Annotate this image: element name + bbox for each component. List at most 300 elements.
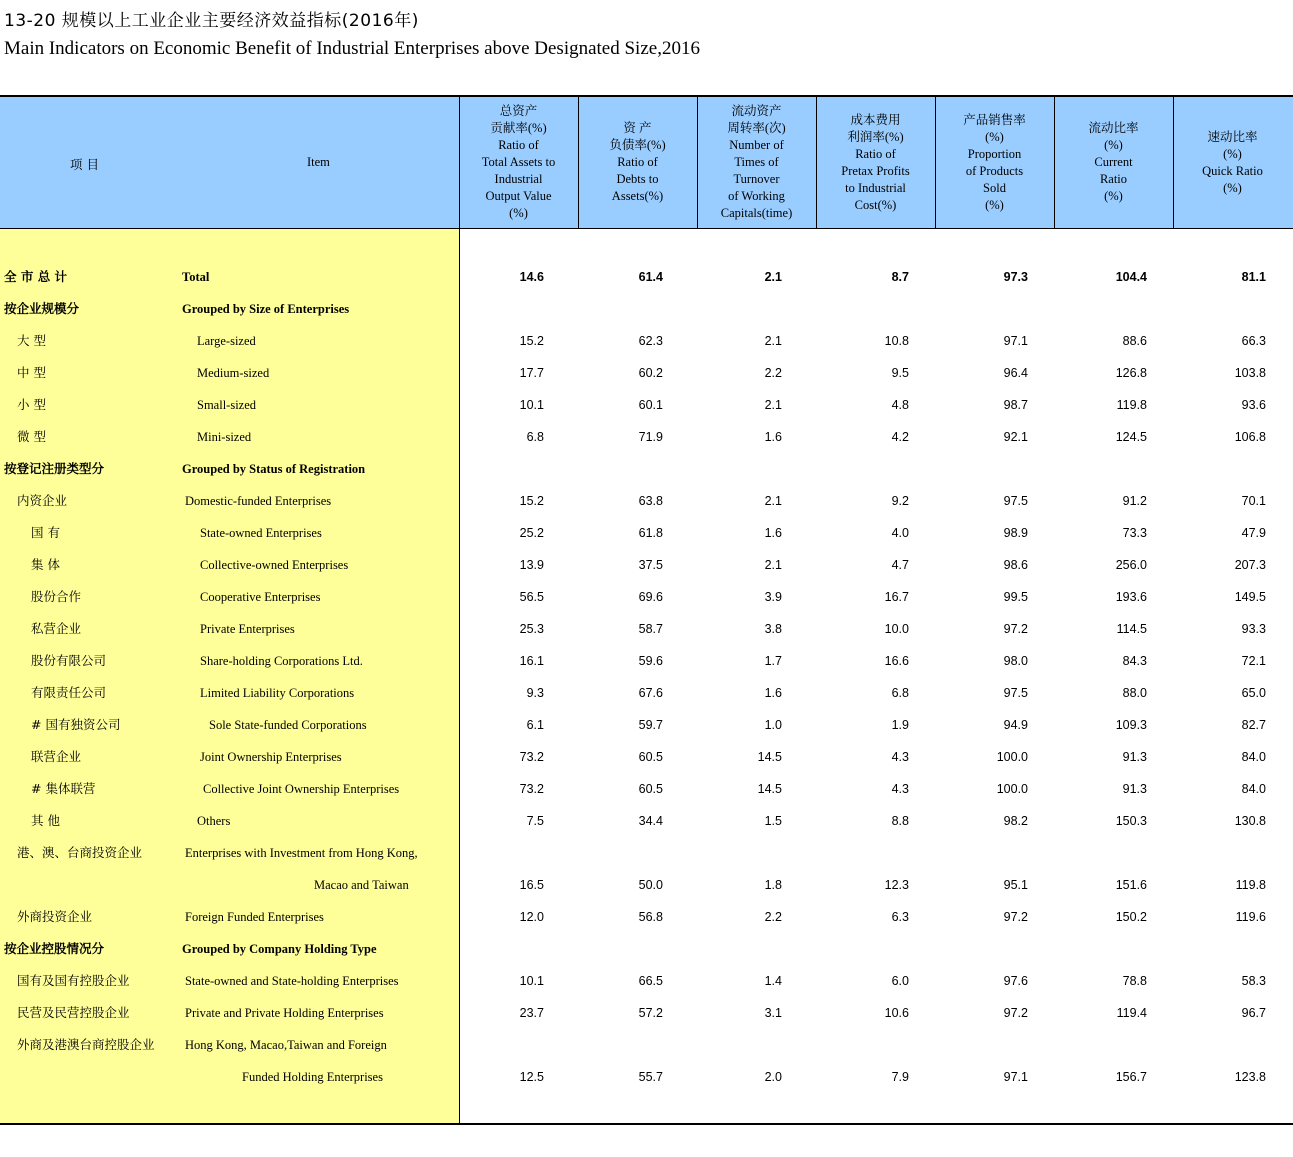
column-header-line: (%) [1223,180,1242,195]
value-cell: 6.3 [891,910,909,924]
value-cell: 12.3 [884,878,909,892]
table-row [0,1061,1293,1093]
column-header-line: 利润率(%) [847,129,904,144]
value-cell: 37.5 [638,558,663,572]
value-cell: 4.7 [891,558,909,572]
value-cell [819,1029,909,1061]
value-cell [692,933,782,965]
header-item-cn: 项 目 [70,157,99,172]
row-label-cn: 民营及民营控股企业 [17,1005,130,1020]
row-label-en: Mini-sized [197,430,252,444]
row-label-en: Large-sized [197,334,256,348]
value-cell: 71.9 [638,430,663,444]
value-cell: 156.7 [1115,1070,1147,1084]
table-row [0,645,1293,677]
value-cell: 2.1 [764,494,782,508]
value-cell [1057,453,1147,485]
value-cell: 114.5 [1116,622,1147,636]
value-cell [573,837,663,869]
row-label-en: Limited Liability Corporations [200,686,355,700]
value-cell: 94.9 [1003,718,1028,732]
value-cell: 95.1 [1003,878,1028,892]
value-cell: 98.6 [1003,558,1028,572]
row-label-cn: 国 有 [31,525,60,540]
column-header [935,97,1054,228]
row-label-en: Enterprises with Investment from Hong Kong, [185,846,418,860]
value-cell [573,453,663,485]
column-header-line: Debts to [616,172,659,186]
column-header-line: 贡献率(%) [490,121,547,135]
row-label-en: Medium-sized [197,366,270,380]
column-header-line: 周转率(次) [727,121,786,135]
column-header-line: (%) [1104,189,1123,203]
table-row [0,901,1293,933]
column-header-line: to Industrial [845,180,906,195]
value-cell: 81.1 [1241,270,1266,284]
value-cell: 73.2 [519,750,544,764]
value-cell: 97.5 [1003,494,1028,508]
value-cell: 100.0 [996,750,1028,764]
column-header [578,97,697,228]
column-header-line: Pretax Profits [841,163,910,178]
value-cell: 15.2 [519,494,544,508]
row-label-cn: 股份合作 [31,589,82,604]
value-cell: 97.2 [1003,622,1028,636]
table-row [0,325,1293,357]
value-cell: 8.8 [891,814,909,828]
value-cell: 61.4 [638,270,663,284]
value-cell: 96.4 [1003,366,1028,380]
value-cell: 63.8 [638,494,663,508]
value-cell: 60.5 [638,750,663,764]
value-cell: 1.5 [764,814,782,828]
column-header-line: Sold [983,180,1006,195]
value-cell: 84.0 [1241,782,1266,796]
value-cell [454,293,544,325]
value-cell: 256.0 [1115,558,1147,572]
value-cell: 93.3 [1241,622,1266,636]
value-cell [819,453,909,485]
row-label-cn: 内资企业 [17,493,68,508]
column-header-line: Total Assets to [481,155,556,169]
column-header-line: 总资产 [499,104,538,118]
row-label-cn: 港、澳、台商投资企业 [17,845,143,860]
value-cell: 91.2 [1122,494,1147,508]
value-cell: 1.8 [764,878,782,892]
value-cell [573,293,663,325]
value-cell: 60.2 [638,366,663,380]
value-cell: 7.5 [526,814,544,828]
value-cell [819,837,909,869]
value-cell: 6.1 [526,718,544,732]
value-cell: 150.3 [1115,814,1147,828]
row-label-cn: 中 型 [17,365,46,380]
column-header [459,97,578,228]
value-cell [454,1029,544,1061]
value-cell: 3.8 [764,622,782,636]
value-cell: 3.9 [764,590,782,604]
value-cell: 4.8 [891,398,909,412]
value-cell: 62.3 [638,334,663,348]
value-cell: 100.0 [996,782,1028,796]
row-label-en: Others [197,814,231,828]
value-cell [938,293,1028,325]
value-cell: 66.3 [1241,334,1266,348]
value-cell: 104.4 [1115,270,1147,284]
value-cell: 1.0 [764,718,782,732]
row-label-cn: 国有及国有控股企业 [17,973,130,988]
row-label-en: Cooperative Enterprises [200,590,321,604]
value-cell: 130.8 [1234,814,1266,828]
value-cell [692,837,782,869]
table-row [0,293,1293,325]
value-cell: 65.0 [1241,686,1266,700]
value-cell: 10.1 [519,974,544,988]
value-cell: 9.2 [891,494,909,508]
value-cell: 10.1 [519,398,544,412]
value-cell: 98.2 [1003,814,1028,828]
value-cell: 151.6 [1115,878,1147,892]
value-cell: 14.5 [757,750,782,764]
column-header-line: (%) [1104,138,1123,152]
header-item-en: Item [307,155,330,169]
value-cell: 1.6 [764,686,782,700]
row-label-en: State-owned and State-holding Enterprises [185,974,399,988]
column-header-line: Industrial [494,172,543,186]
value-cell: 7.9 [891,1070,909,1084]
value-cell: 98.7 [1003,398,1028,412]
column-header-line: Assets(%) [611,189,664,203]
value-cell: 10.6 [884,1006,909,1020]
value-cell [938,1029,1028,1061]
row-label-en: Collective Joint Ownership Enterprises [203,782,400,796]
value-cell [1057,293,1147,325]
row-label-cn: 集 体 [31,557,60,572]
value-cell [1176,837,1266,869]
table-row [0,997,1293,1029]
table-row [0,613,1293,645]
value-cell: 2.0 [764,1070,782,1084]
value-cell: 70.1 [1241,494,1266,508]
value-cell: 2.2 [764,366,782,380]
value-cell: 109.3 [1115,718,1147,732]
row-label-en: Joint Ownership Enterprises [200,750,342,764]
value-cell [454,837,544,869]
value-cell: 69.6 [638,590,663,604]
value-cell: 73.2 [519,782,544,796]
value-cell: 60.5 [638,782,663,796]
row-label-en: Grouped by Company Holding Type [182,942,377,956]
column-header [1054,97,1173,228]
value-cell: 91.3 [1122,782,1147,796]
column-header [697,97,816,228]
column-header-line: 成本费用 [850,112,901,127]
value-cell: 96.7 [1241,1006,1266,1020]
value-cell: 66.5 [638,974,663,988]
row-label-cn: # 集体联营 [31,781,96,796]
value-cell [819,293,909,325]
value-cell: 84.0 [1241,750,1266,764]
table-row [0,453,1293,485]
value-cell: 12.5 [519,1070,544,1084]
value-cell: 126.8 [1115,366,1147,380]
value-cell [692,1029,782,1061]
value-cell: 1.6 [764,526,782,540]
column-header-line: Quick Ratio [1202,163,1263,178]
value-cell: 82.7 [1241,718,1266,732]
value-cell: 98.0 [1003,654,1028,668]
row-label-en: Collective-owned Enterprises [200,558,349,572]
row-label-en: Domestic-funded Enterprises [185,494,332,508]
value-cell: 2.1 [764,398,782,412]
row-label-cn: 大 型 [17,333,46,348]
column-header [816,97,935,228]
column-header-line: Number of [729,138,784,152]
value-cell: 12.0 [519,910,544,924]
column-header-line: (%) [985,197,1004,212]
column-header-line: 速动比率 [1207,129,1258,144]
table-row [0,965,1293,997]
value-cell: 2.1 [764,558,782,572]
table-row [0,677,1293,709]
value-cell: 119.4 [1116,1006,1147,1020]
value-cell: 193.6 [1115,590,1147,604]
value-cell: 34.4 [638,814,663,828]
value-cell: 207.3 [1234,558,1266,572]
value-cell: 1.7 [764,654,782,668]
value-cell: 98.9 [1003,526,1028,540]
row-label-en: Foreign Funded Enterprises [185,910,324,924]
value-cell: 72.1 [1241,654,1266,668]
value-cell: 16.7 [884,590,909,604]
column-header-line: of Working [728,189,785,203]
table-row [0,357,1293,389]
column-header-line: 产品销售率 [963,112,1026,127]
value-cell: 61.8 [638,526,663,540]
value-cell: 16.6 [884,654,909,668]
value-cell: 14.6 [519,270,544,284]
value-cell: 119.8 [1116,398,1147,412]
value-cell [454,453,544,485]
value-cell: 25.3 [519,622,544,636]
row-label-cn: 按登记注册类型分 [4,461,105,476]
value-cell: 88.6 [1122,334,1147,348]
table-row [0,389,1293,421]
value-cell [938,453,1028,485]
value-cell: 23.7 [519,1006,544,1020]
value-cell: 88.0 [1122,686,1147,700]
value-cell [1176,1029,1266,1061]
value-cell: 103.8 [1234,366,1266,380]
table-row [0,261,1293,293]
value-cell: 92.1 [1003,430,1028,444]
value-cell: 17.7 [519,366,544,380]
value-cell: 1.6 [764,430,782,444]
value-cell: 8.7 [891,270,909,284]
value-cell: 150.2 [1115,910,1147,924]
row-label-cn: 微 型 [17,429,46,444]
column-header-line: Ratio of [617,155,658,169]
column-header-line: Ratio [1099,172,1128,186]
row-label-en: Macao and Taiwan [314,878,409,892]
row-label-en: Sole State-funded Corporations [209,718,367,732]
value-cell: 6.8 [891,686,909,700]
value-cell: 13.9 [519,558,544,572]
value-cell [573,933,663,965]
value-cell: 6.8 [526,430,544,444]
value-cell: 2.1 [764,270,782,284]
value-cell [692,293,782,325]
value-cell: 97.3 [1003,270,1028,284]
value-cell [938,933,1028,965]
row-label-en: Private and Private Holding Enterprises [185,1006,384,1020]
table-bottom-rule [0,1123,1293,1125]
value-cell: 56.8 [638,910,663,924]
row-label-en: Grouped by Status of Registration [182,462,366,476]
value-cell: 73.3 [1122,526,1147,540]
table-row [0,933,1293,965]
value-cell: 149.5 [1234,590,1266,604]
value-cell [819,933,909,965]
value-cell [1176,293,1266,325]
value-cell: 59.7 [638,718,663,732]
column-header-line: Ratio of [498,138,539,152]
row-label-en: Total [182,270,210,284]
column-header-line: (%) [985,129,1004,144]
value-cell: 57.2 [638,1006,663,1020]
value-cell: 4.0 [891,526,909,540]
value-cell: 25.2 [519,526,544,540]
value-cell: 97.2 [1003,910,1028,924]
value-cell: 2.1 [764,334,782,348]
value-cell: 4.3 [891,750,909,764]
column-header-line: Proportion [967,146,1022,161]
value-cell: 119.8 [1235,878,1266,892]
row-label-cn: 按企业控股情况分 [4,941,105,956]
row-label-en: Hong Kong, Macao,Taiwan and Foreign [185,1038,387,1052]
column-header-line: (%) [509,206,528,220]
value-cell: 50.0 [638,878,663,892]
value-cell [454,933,544,965]
column-header [1173,97,1292,228]
value-cell: 15.2 [519,334,544,348]
value-cell: 14.5 [757,782,782,796]
row-label-en: Grouped by Size of Enterprises [182,302,350,316]
table-row [0,517,1293,549]
column-header-line: 流动比率 [1088,121,1139,135]
table-row [0,869,1293,901]
value-cell: 123.8 [1234,1070,1266,1084]
value-cell: 78.8 [1122,974,1147,988]
value-cell [1176,453,1266,485]
value-cell [938,837,1028,869]
column-header-line: Current [1094,155,1133,169]
row-label-cn: 其 他 [31,813,60,828]
table-row [0,581,1293,613]
table-row [0,421,1293,453]
column-header-line: Capitals(time) [720,206,793,220]
value-cell: 124.5 [1115,430,1147,444]
table-row [0,837,1293,869]
row-label-cn: 私营企业 [31,621,82,636]
value-cell: 16.1 [519,654,544,668]
value-cell [1057,1029,1147,1061]
page-title-cn: 13-20 规模以上工业企业主要经济效益指标(2016年) [4,11,419,31]
table-row [0,805,1293,837]
row-label-cn: 外商投资企业 [17,909,93,924]
table-row [0,741,1293,773]
column-header-line: 流动资产 [731,104,782,118]
row-label-en: Share-holding Corporations Ltd. [200,654,363,668]
column-header-line: Output Value [485,189,552,203]
value-cell: 97.6 [1003,974,1028,988]
column-header-line: 负债率(%) [609,138,666,152]
value-cell: 93.6 [1241,398,1266,412]
row-label-cn: 股份有限公司 [31,653,107,668]
value-cell: 6.0 [891,974,909,988]
value-cell: 2.2 [764,910,782,924]
value-cell: 59.6 [638,654,663,668]
column-header-line: (%) [1223,146,1242,161]
value-cell: 97.1 [1003,1070,1028,1084]
value-cell: 56.5 [519,590,544,604]
row-label-cn: 小 型 [17,397,46,412]
column-header-line: Turnover [733,172,780,186]
row-label-cn: 按企业规模分 [4,301,80,316]
row-label-en: State-owned Enterprises [200,526,322,540]
value-cell: 106.8 [1234,430,1266,444]
value-cell [1057,933,1147,965]
table-row [0,773,1293,805]
row-label-cn: 外商及港澳台商控股企业 [17,1037,155,1052]
value-cell: 4.2 [891,430,909,444]
value-cell: 55.7 [638,1070,663,1084]
value-cell: 1.4 [764,974,782,988]
value-cell: 119.6 [1235,910,1266,924]
value-cell: 91.3 [1122,750,1147,764]
value-cell [1176,933,1266,965]
column-header-line: Cost(%) [854,197,897,212]
value-cell: 67.6 [638,686,663,700]
value-cell: 60.1 [638,398,663,412]
value-cell: 97.5 [1003,686,1028,700]
value-cell [692,453,782,485]
row-label-cn: 有限责任公司 [31,685,107,700]
column-header-line: 资 产 [623,121,652,135]
value-cell: 1.9 [891,718,909,732]
value-cell [573,1029,663,1061]
value-cell: 4.3 [891,782,909,796]
value-cell: 10.8 [884,334,909,348]
column-header-line: Times of [734,155,779,169]
value-cell [1057,837,1147,869]
value-cell: 10.0 [884,622,909,636]
value-cell: 84.3 [1122,654,1147,668]
row-label-cn: # 国有独资公司 [31,717,121,732]
value-cell: 16.5 [519,878,544,892]
row-label-cn: 联营企业 [31,749,82,764]
column-header-line: Ratio of [855,146,896,161]
value-cell: 9.5 [891,366,909,380]
row-label-cn: 全 市 总 计 [4,269,68,284]
value-cell: 99.5 [1003,590,1028,604]
value-cell: 3.1 [764,1006,782,1020]
table-row [0,485,1293,517]
table-row [0,549,1293,581]
row-label-en: Small-sized [197,398,257,412]
value-cell: 9.3 [526,686,544,700]
value-cell: 58.7 [638,622,663,636]
